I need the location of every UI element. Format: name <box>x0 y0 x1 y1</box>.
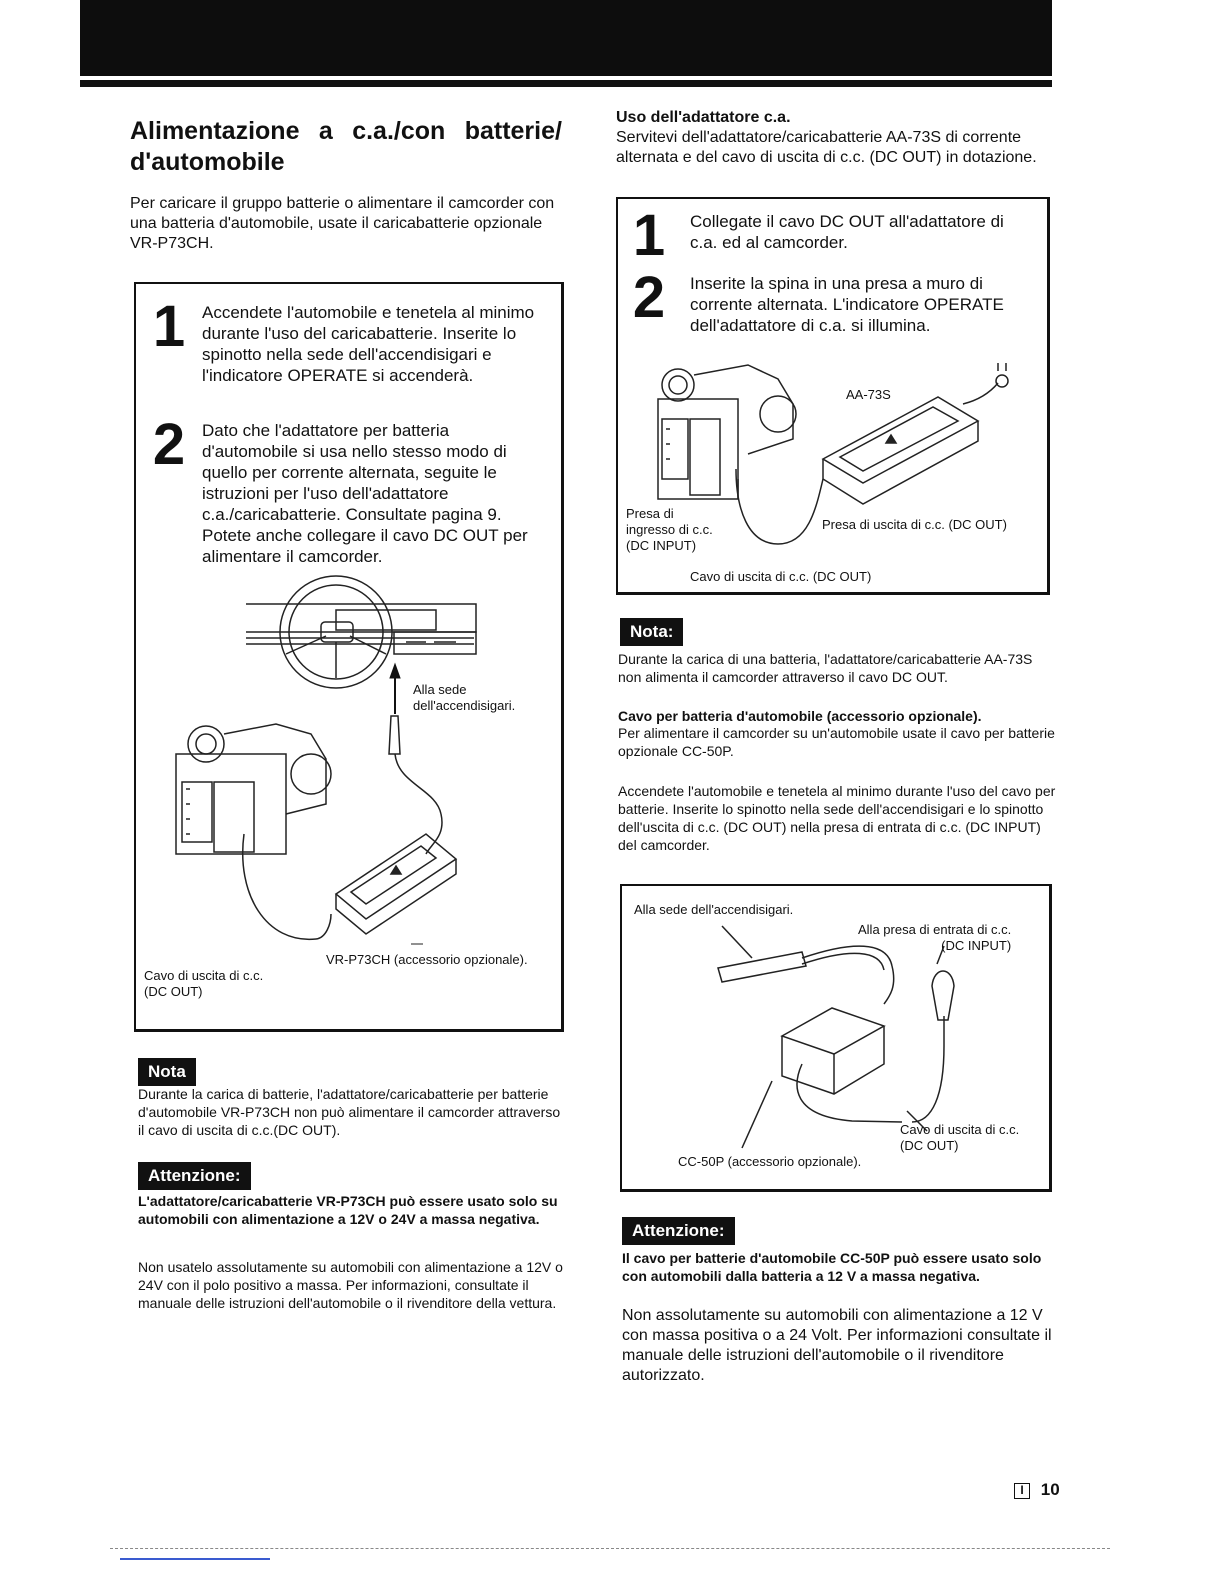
step-2 <box>142 412 542 567</box>
label-dc-output: Presa di uscita di c.c. (DC OUT) <box>822 517 1007 532</box>
label-line: Alla sede <box>413 682 467 697</box>
nota-text-right: Durante la carica di una batteria, l'adattatore/caricabatterie AA-73S non alimenta il camcorder attraverso il cavo DC OUT. <box>618 651 1033 685</box>
car-cable-heading: Cavo per batteria d'automobile (accessorio opzionale). <box>618 708 982 724</box>
label-dc-out-cable: Cavo di uscita di c.c. (DC OUT) <box>690 569 872 584</box>
car-charger-illustration <box>136 574 561 1014</box>
attenzione-text-right: Non assolutamente su automobili con alimentazione a 12 V con massa positiva o a 24 Volt. Per informazioni consultate il manuale delle istruzioni dell'automobile o il rivenditore autorizzato. <box>622 1307 1052 1384</box>
page-number-block <box>1014 1480 1060 1500</box>
label-dc-out-cable <box>144 968 263 1000</box>
step-number: 2 <box>632 265 666 330</box>
camcorder-drawing <box>176 724 331 854</box>
intro-text: Per caricare il gruppo batterie o alimentare il camcorder con una batteria d'automobile, usate il caricabatterie opzionale VR-P73CH. <box>130 195 555 252</box>
cc50p-drawing <box>718 926 954 1148</box>
label-line: Cavo di uscita di c.c. <box>900 1122 1020 1137</box>
step-text: Dato che l'adattatore per batteria d'automobile si usa nello stesso modo di quello per corrente alternata, seguite le istruzioni per l'uso dell'adattatore c.a./caricabatterie. Consultate pagina 9. Potete anche collegare il cavo DC OUT per alimentare il camcorder. <box>202 421 528 566</box>
steps-box-right <box>616 197 1050 595</box>
label-lighter <box>413 682 515 714</box>
intro-text-right: Servitevi dell'adattatore/caricabatterie AA-73S di corrente alternata e del cavo di uscita di c.c. (DC OUT) in dotazione. <box>616 129 1037 166</box>
language-code-icon: I <box>1014 1483 1030 1499</box>
label-line: Alla presa di entrata di c.c. <box>858 922 1012 937</box>
label-line: dell'accendisigari. <box>413 698 516 713</box>
step-2 <box>622 265 1032 336</box>
attenzione-tag-right <box>622 1217 735 1245</box>
steps-box-left <box>134 282 564 1032</box>
step-1 <box>142 294 542 386</box>
nota-label: Nota <box>138 1058 196 1086</box>
step-number: 1 <box>632 203 666 268</box>
label-adapter-model: AA-73S <box>846 387 891 402</box>
label-line: (DC OUT) <box>900 1138 959 1153</box>
step-1 <box>622 203 1032 268</box>
step-text: Collegate il cavo DC OUT all'adattatore di c.a. ed al camcorder. <box>690 212 1004 252</box>
title-word: a <box>318 117 333 145</box>
attenzione-tag-left <box>138 1162 251 1190</box>
charger-drawing <box>336 834 456 934</box>
step-number: 1 <box>152 294 186 359</box>
title-word: batterie/ <box>464 117 562 145</box>
label-dc-out-cable <box>900 1122 1019 1154</box>
label-line: Cavo di uscita di c.c. <box>144 968 264 983</box>
label-line: (DC OUT) <box>144 984 203 999</box>
dc-out-cable <box>243 834 331 939</box>
attenzione-bold-right: Il cavo per batterie d'automobile CC-50P può essere usato solo con automobili dalla batteria a 12 V a massa negativa. <box>622 1250 1042 1284</box>
camcorder-drawing <box>658 365 796 499</box>
nota-tag-right <box>620 618 683 646</box>
label-lighter-socket: Alla sede dell'accendisigari. <box>634 902 794 917</box>
header-band <box>80 0 1052 76</box>
car-cable-figure-box <box>620 884 1052 1192</box>
bottom-rule <box>110 1548 1110 1549</box>
title-word: Alimentazione <box>130 117 300 145</box>
section-heading-right: Uso dell'adattatore c.a. <box>616 109 791 126</box>
dashboard-drawing <box>246 576 476 688</box>
adapter-drawing <box>823 363 1008 504</box>
label-model: VR-P73CH (accessorio opzionale). <box>326 952 528 967</box>
label-cc50p: CC-50P (accessorio opzionale). <box>678 1154 862 1169</box>
nota-label: Nota: <box>620 618 683 646</box>
attenzione-bold-left: L'adattatore/caricabatterie VR-P73CH può essere usato solo su automobili con alimentazione a 12V o 24V a massa negativa. <box>138 1193 558 1227</box>
label-line: (DC INPUT) <box>626 538 697 553</box>
step-text: Inserite la spina in una presa a muro di corrente alternata. L'indicatore OPERATE dell'adattatore di c.a. si illumina. <box>690 274 1004 335</box>
label-dc-input-socket <box>858 922 1011 954</box>
title-word: c.a./con <box>352 117 446 145</box>
lighter-cable <box>389 716 442 854</box>
step-text: Accendete l'automobile e tenetela al minimo durante l'uso del caricabatterie. Inserite lo spinotto nella sede dell'accendisigari e l'indicatore OPERATE si accenderà. <box>202 303 535 385</box>
attenzione-label: Attenzione: <box>622 1217 735 1245</box>
attenzione-text-left: Non usatelo assolutamente su automobili con alimentazione a 12V o 24V con il polo positivo a massa. Per informazioni, consultate il manuale delle istruzioni dell'automobile o il rivenditore della vettura. <box>138 1259 563 1311</box>
step-number: 2 <box>152 412 186 477</box>
label-line: ingresso di c.c. <box>626 522 713 537</box>
title-line2: d'automobile <box>130 148 285 176</box>
label-line: Presa di <box>626 506 674 521</box>
header-rule <box>80 80 1052 87</box>
car-cable-text-1: Per alimentare il camcorder su un'automobile usate il cavo per batterie opzionale CC-50P. <box>618 725 1055 759</box>
page-number: 10 <box>1040 1480 1060 1499</box>
nota-tag-left <box>138 1058 196 1086</box>
arrow-to-lighter <box>390 664 400 714</box>
nota-text-left: Durante la carica di batterie, l'adattatore/caricabatterie per batterie d'automobile VR-P73CH non può alimentare il camcorder attraverso il cavo di uscita di c.c.(DC OUT). <box>138 1086 561 1138</box>
attenzione-label: Attenzione: <box>138 1162 251 1190</box>
dc-out-cable <box>736 469 823 544</box>
label-dc-input <box>626 506 713 554</box>
car-cable-text-2: Accendete l'automobile e tenetela al minimo durante l'uso del cavo per batterie. Inserite lo spinotto nella sede dell'accendisigari e lo spinotto dell'uscita di c.c. (DC OUT) nella presa di entrata di c.c. (DC INPUT) del camcorder. <box>618 783 1056 853</box>
label-line: (DC INPUT) <box>941 938 1012 953</box>
page-title <box>130 116 562 178</box>
bottom-accent-rule <box>120 1558 270 1560</box>
